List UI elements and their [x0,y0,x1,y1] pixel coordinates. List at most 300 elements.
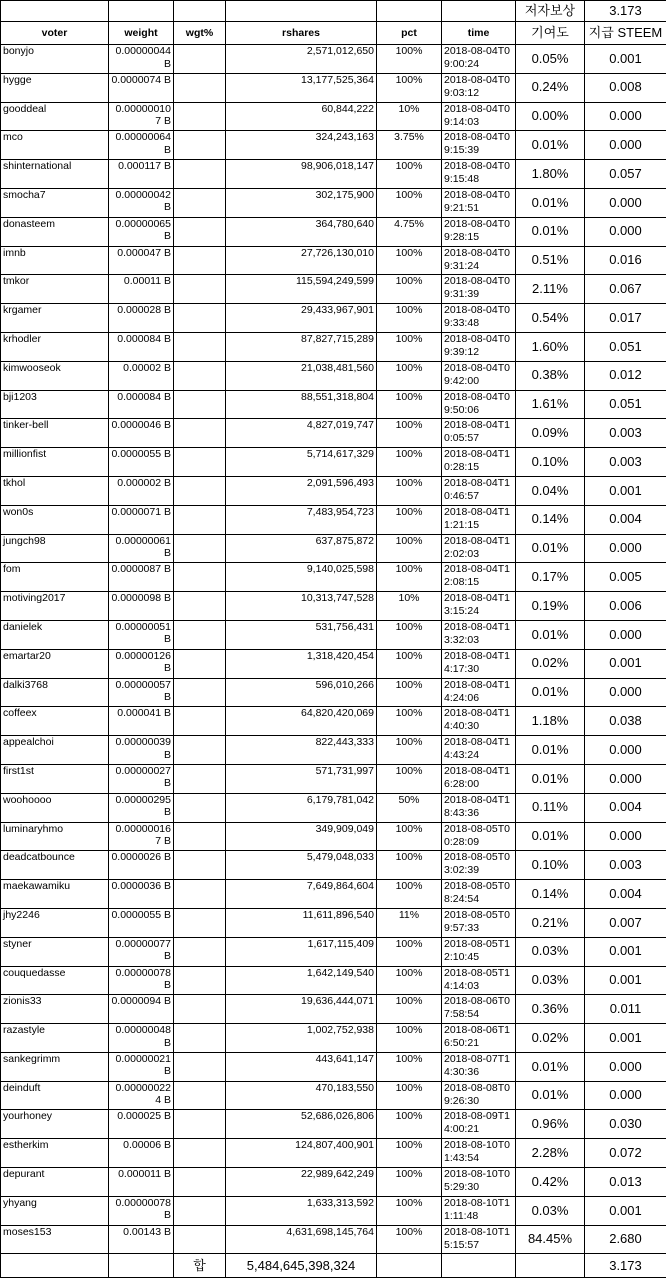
table-row [1,361,666,390]
weight-cell: 0.000117 B [109,160,174,189]
payout-cell: 0.001 [585,937,666,966]
rshares-cell: 302,175,900 [226,188,377,217]
contribution-cell: 0.21% [516,908,585,937]
rshares-cell: 22,989,642,249 [226,1168,377,1197]
time-cell: 2018-08-04T16:28:00 [442,764,516,793]
voter-cell: estherkim [1,1139,109,1168]
time-cell: 2018-08-06T07:58:54 [442,995,516,1024]
wgt-pct-cell [174,188,226,217]
table-row [1,822,666,851]
time-cell: 2018-08-10T05:29:30 [442,1168,516,1197]
empty-cell [377,1,442,22]
time-cell: 2018-08-04T09:31:39 [442,275,516,304]
table-row [1,390,666,419]
voter-cell: razastyle [1,1024,109,1053]
weight-cell: 0.00011 B [109,275,174,304]
empty-cell [1,1254,109,1278]
wgt-pct-cell [174,390,226,419]
payout-cell: 0.001 [585,45,666,74]
pct-cell: 100% [377,937,442,966]
payout-cell: 0.051 [585,332,666,361]
payout-cell: 0.004 [585,880,666,909]
time-cell: 2018-08-05T09:57:33 [442,908,516,937]
contribution-cell: 84.45% [516,1225,585,1254]
rshares-cell: 1,002,752,938 [226,1024,377,1053]
contribution-cell: 0.01% [516,736,585,765]
table-row [1,73,666,102]
pct-cell: 11% [377,908,442,937]
table-row [1,851,666,880]
rshares-cell: 5,479,048,033 [226,851,377,880]
payout-cell: 0.001 [585,1196,666,1225]
contribution-cell: 0.19% [516,592,585,621]
voter-cell: deinduft [1,1081,109,1110]
header-pct: pct [377,22,442,45]
pct-cell: 100% [377,505,442,534]
contribution-cell: 0.01% [516,620,585,649]
contribution-cell: 1.61% [516,390,585,419]
wgt-pct-cell [174,592,226,621]
rshares-cell: 470,183,550 [226,1081,377,1110]
empty-cell [442,1,516,22]
contribution-cell: 0.01% [516,678,585,707]
contribution-cell: 0.54% [516,304,585,333]
payout-cell: 0.000 [585,764,666,793]
contribution-cell: 0.10% [516,851,585,880]
weight-cell: 0.00000078 B [109,966,174,995]
weight-cell: 0.0000046 B [109,419,174,448]
wgt-pct-cell [174,1024,226,1053]
voter-cell: millionfist [1,448,109,477]
voter-cell: krhodler [1,332,109,361]
payout-cell: 0.003 [585,448,666,477]
payout-cell: 0.008 [585,73,666,102]
pct-cell: 100% [377,304,442,333]
table-row [1,592,666,621]
table-row [1,304,666,333]
pct-cell: 100% [377,188,442,217]
contribution-cell: 0.14% [516,505,585,534]
rshares-cell: 124,807,400,901 [226,1139,377,1168]
sum-row [1,1254,666,1278]
table-row [1,649,666,678]
wgt-pct-cell [174,995,226,1024]
time-cell: 2018-08-05T00:28:09 [442,822,516,851]
wgt-pct-cell [174,1110,226,1139]
contribution-cell: 1.60% [516,332,585,361]
contribution-cell: 0.01% [516,1081,585,1110]
table-row [1,534,666,563]
contribution-cell: 0.24% [516,73,585,102]
payout-cell: 0.004 [585,505,666,534]
time-cell: 2018-08-04T09:31:24 [442,246,516,275]
time-cell: 2018-08-05T08:24:54 [442,880,516,909]
header-contribution: 기여도 [516,22,585,45]
wgt-pct-cell [174,649,226,678]
pct-cell: 100% [377,1052,442,1081]
pct-cell: 100% [377,1225,442,1254]
sum-rshares: 5,484,645,398,324 [226,1254,377,1278]
contribution-cell: 0.38% [516,361,585,390]
payout-cell: 0.051 [585,390,666,419]
contribution-cell: 0.03% [516,937,585,966]
rshares-cell: 596,010,266 [226,678,377,707]
rshares-cell: 531,756,431 [226,620,377,649]
pct-cell: 50% [377,793,442,822]
weight-cell: 0.000000167 B [109,822,174,851]
time-cell: 2018-08-05T03:02:39 [442,851,516,880]
contribution-cell: 0.01% [516,822,585,851]
voter-cell: won0s [1,505,109,534]
voter-cell: tmkor [1,275,109,304]
rshares-cell: 6,179,781,042 [226,793,377,822]
rshares-cell: 13,177,525,364 [226,73,377,102]
voter-cell: shinternational [1,160,109,189]
rshares-cell: 19,636,444,071 [226,995,377,1024]
pct-cell: 100% [377,851,442,880]
wgt-pct-cell [174,102,226,131]
weight-cell: 0.000084 B [109,390,174,419]
payout-cell: 0.000 [585,1081,666,1110]
contribution-cell: 2.28% [516,1139,585,1168]
payout-cell: 0.001 [585,649,666,678]
rshares-cell: 1,642,149,540 [226,966,377,995]
voter-cell: danielek [1,620,109,649]
table-row [1,966,666,995]
empty-cell [516,1254,585,1278]
voter-cell: mco [1,131,109,160]
time-cell: 2018-08-04T13:32:03 [442,620,516,649]
pct-cell: 100% [377,1168,442,1197]
pct-cell: 4.75% [377,217,442,246]
payout-cell: 0.000 [585,678,666,707]
voter-cell: maekawamiku [1,880,109,909]
voter-cell: gooddeal [1,102,109,131]
table-row [1,332,666,361]
table-row [1,275,666,304]
contribution-cell: 0.51% [516,246,585,275]
table-row [1,908,666,937]
wgt-pct-cell [174,275,226,304]
pct-cell: 100% [377,1024,442,1053]
time-cell: 2018-08-04T09:50:06 [442,390,516,419]
table-row [1,995,666,1024]
voter-cell: donasteem [1,217,109,246]
payout-cell: 0.001 [585,1024,666,1053]
empty-cell [174,1,226,22]
rshares-cell: 637,875,872 [226,534,377,563]
time-cell: 2018-08-05T12:10:45 [442,937,516,966]
rshares-cell: 21,038,481,560 [226,361,377,390]
contribution-cell: 0.01% [516,188,585,217]
payout-cell: 0.011 [585,995,666,1024]
rshares-cell: 4,827,019,747 [226,419,377,448]
time-cell: 2018-08-04T09:28:15 [442,217,516,246]
table-row [1,102,666,131]
payout-cell: 0.000 [585,736,666,765]
pct-cell: 100% [377,390,442,419]
header-row [1,22,666,45]
pct-cell: 100% [377,736,442,765]
wgt-pct-cell [174,361,226,390]
contribution-cell: 0.05% [516,45,585,74]
weight-cell: 0.0000071 B [109,505,174,534]
header-voter: voter [1,22,109,45]
rshares-cell: 11,611,896,540 [226,908,377,937]
table-row [1,1081,666,1110]
weight-cell: 0.00000077 B [109,937,174,966]
empty-cell [226,1,377,22]
time-cell: 2018-08-04T09:33:48 [442,304,516,333]
pct-cell: 100% [377,563,442,592]
payout-cell: 0.000 [585,102,666,131]
table-row [1,678,666,707]
payout-cell: 0.007 [585,908,666,937]
wgt-pct-cell [174,736,226,765]
payout-cell: 0.001 [585,966,666,995]
table-row [1,1110,666,1139]
rshares-cell: 27,726,130,010 [226,246,377,275]
contribution-cell: 0.03% [516,1196,585,1225]
rshares-cell: 2,091,596,493 [226,476,377,505]
weight-cell: 0.00000048 B [109,1024,174,1053]
wgt-pct-cell [174,419,226,448]
voter-cell: krgamer [1,304,109,333]
voter-cell: coffeex [1,707,109,736]
wgt-pct-cell [174,246,226,275]
wgt-pct-cell [174,217,226,246]
weight-cell: 0.000025 B [109,1110,174,1139]
summary-row [1,1,666,22]
voter-cell: tkhol [1,476,109,505]
voter-cell: dalki3768 [1,678,109,707]
voter-cell: woohoooo [1,793,109,822]
weight-cell: 0.00000051 B [109,620,174,649]
payout-cell: 0.016 [585,246,666,275]
payout-cell: 0.038 [585,707,666,736]
payout-cell: 0.000 [585,131,666,160]
voter-cell: motiving2017 [1,592,109,621]
time-cell: 2018-08-04T09:42:00 [442,361,516,390]
rshares-cell: 98,906,018,147 [226,160,377,189]
weight-cell: 0.0000036 B [109,880,174,909]
time-cell: 2018-08-04T12:02:03 [442,534,516,563]
rshares-cell: 4,631,698,145,764 [226,1225,377,1254]
wgt-pct-cell [174,505,226,534]
time-cell: 2018-08-04T18:43:36 [442,793,516,822]
author-reward-value: 3.173 [585,1,666,22]
payout-cell: 0.006 [585,592,666,621]
payout-cell: 0.013 [585,1168,666,1197]
wgt-pct-cell [174,1168,226,1197]
time-cell: 2018-08-04T14:40:30 [442,707,516,736]
pct-cell: 100% [377,448,442,477]
rshares-cell: 7,649,864,604 [226,880,377,909]
sum-label: 합 [174,1254,226,1278]
contribution-cell: 0.01% [516,1052,585,1081]
header-wgt-pct: wgt% [174,22,226,45]
voter-cell: appealchoi [1,736,109,765]
table-row [1,1052,666,1081]
time-cell: 2018-08-04T14:24:06 [442,678,516,707]
table-row [1,1139,666,1168]
rshares-cell: 52,686,026,806 [226,1110,377,1139]
payout-cell: 0.000 [585,620,666,649]
wgt-pct-cell [174,707,226,736]
payout-cell: 2.680 [585,1225,666,1254]
rshares-cell: 822,443,333 [226,736,377,765]
weight-cell: 0.00006 B [109,1139,174,1168]
weight-cell: 0.00000021 B [109,1052,174,1081]
payout-cell: 0.017 [585,304,666,333]
pct-cell: 100% [377,332,442,361]
weight-cell: 0.000000107 B [109,102,174,131]
wgt-pct-cell [174,1225,226,1254]
weight-cell: 0.000000224 B [109,1081,174,1110]
voter-cell: couquedasse [1,966,109,995]
payout-cell: 0.030 [585,1110,666,1139]
wgt-pct-cell [174,448,226,477]
table-row [1,188,666,217]
time-cell: 2018-08-04T10:05:57 [442,419,516,448]
contribution-cell: 0.09% [516,419,585,448]
voter-cell: emartar20 [1,649,109,678]
rshares-cell: 571,731,997 [226,764,377,793]
wgt-pct-cell [174,764,226,793]
wgt-pct-cell [174,793,226,822]
payout-cell: 0.012 [585,361,666,390]
rshares-cell: 88,551,318,804 [226,390,377,419]
payout-cell: 0.004 [585,793,666,822]
pct-cell: 100% [377,419,442,448]
rshares-cell: 349,909,049 [226,822,377,851]
table-row [1,793,666,822]
pct-cell: 100% [377,534,442,563]
empty-cell [377,1254,442,1278]
weight-cell: 0.0000026 B [109,851,174,880]
weight-cell: 0.0000087 B [109,563,174,592]
weight-cell: 0.0000055 B [109,908,174,937]
payout-cell: 0.072 [585,1139,666,1168]
contribution-cell: 0.36% [516,995,585,1024]
pct-cell: 100% [377,73,442,102]
time-cell: 2018-08-04T10:28:15 [442,448,516,477]
time-cell: 2018-08-10T11:11:48 [442,1196,516,1225]
time-cell: 2018-08-04T09:03:12 [442,73,516,102]
empty-cell [442,1254,516,1278]
time-cell: 2018-08-04T09:14:03 [442,102,516,131]
time-cell: 2018-08-04T09:15:48 [442,160,516,189]
weight-cell: 0.0000074 B [109,73,174,102]
empty-cell [1,1,109,22]
wgt-pct-cell [174,1139,226,1168]
time-cell: 2018-08-04T11:21:15 [442,505,516,534]
contribution-cell: 0.17% [516,563,585,592]
payout-cell: 0.005 [585,563,666,592]
table-row [1,764,666,793]
voter-cell: jungch98 [1,534,109,563]
weight-cell: 0.000041 B [109,707,174,736]
contribution-cell: 0.14% [516,880,585,909]
wgt-pct-cell [174,1196,226,1225]
header-rshares: rshares [226,22,377,45]
voter-cell: styner [1,937,109,966]
voter-cell: luminaryhmo [1,822,109,851]
weight-cell: 0.0000055 B [109,448,174,477]
table-row [1,707,666,736]
time-cell: 2018-08-09T14:00:21 [442,1110,516,1139]
payout-cell: 0.057 [585,160,666,189]
voter-cell: deadcatbounce [1,851,109,880]
header-weight: weight [109,22,174,45]
rshares-cell: 2,571,012,650 [226,45,377,74]
payout-cell: 0.000 [585,217,666,246]
pct-cell: 10% [377,102,442,131]
voter-cell: yourhoney [1,1110,109,1139]
contribution-cell: 2.11% [516,275,585,304]
time-cell: 2018-08-10T01:43:54 [442,1139,516,1168]
time-cell: 2018-08-04T14:17:30 [442,649,516,678]
voter-cell: jhy2246 [1,908,109,937]
wgt-pct-cell [174,822,226,851]
table-row [1,131,666,160]
wgt-pct-cell [174,131,226,160]
weight-cell: 0.000084 B [109,332,174,361]
payout-cell: 0.003 [585,419,666,448]
contribution-cell: 0.11% [516,793,585,822]
wgt-pct-cell [174,1081,226,1110]
wgt-pct-cell [174,908,226,937]
pct-cell: 100% [377,764,442,793]
contribution-cell: 0.10% [516,448,585,477]
wgt-pct-cell [174,1052,226,1081]
pct-cell: 100% [377,822,442,851]
weight-cell: 0.0000094 B [109,995,174,1024]
table-row [1,45,666,74]
rshares-cell: 5,714,617,329 [226,448,377,477]
table-row [1,1196,666,1225]
wgt-pct-cell [174,563,226,592]
time-cell: 2018-08-06T16:50:21 [442,1024,516,1053]
voter-cell: imnb [1,246,109,275]
pct-cell: 100% [377,1110,442,1139]
table-row [1,620,666,649]
payout-cell: 0.000 [585,822,666,851]
voter-cell: yhyang [1,1196,109,1225]
contribution-cell: 0.02% [516,649,585,678]
weight-cell: 0.0000098 B [109,592,174,621]
weight-cell: 0.00000126 B [109,649,174,678]
pct-cell: 100% [377,160,442,189]
voter-cell: hygge [1,73,109,102]
pct-cell: 100% [377,620,442,649]
rshares-cell: 1,633,313,592 [226,1196,377,1225]
weight-cell: 0.00000061 B [109,534,174,563]
weight-cell: 0.00143 B [109,1225,174,1254]
wgt-pct-cell [174,851,226,880]
voter-cell: sankegrimm [1,1052,109,1081]
pct-cell: 100% [377,678,442,707]
contribution-cell: 0.96% [516,1110,585,1139]
weight-cell: 0.00002 B [109,361,174,390]
rshares-cell: 1,318,420,454 [226,649,377,678]
payout-cell: 0.000 [585,1052,666,1081]
weight-cell: 0.00000295 B [109,793,174,822]
voter-cell: tinker-bell [1,419,109,448]
contribution-cell: 1.18% [516,707,585,736]
payout-cell: 0.067 [585,275,666,304]
rshares-cell: 87,827,715,289 [226,332,377,361]
